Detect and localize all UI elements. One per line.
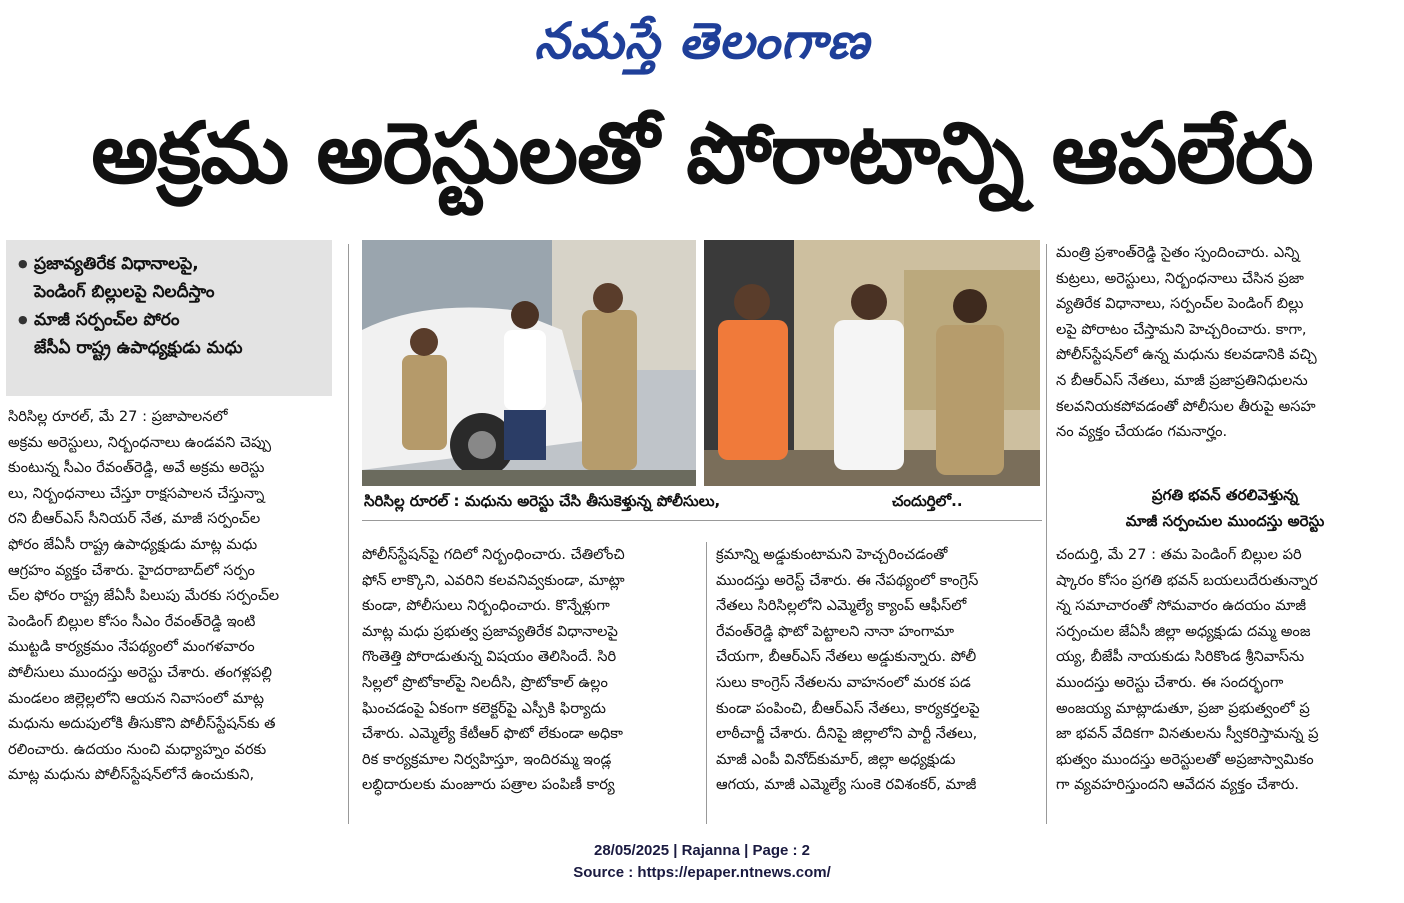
highlight-item-cont: జేసీఏ రాష్ట్ర ఉపాధ్యక్షుడు మధు [34,338,243,358]
article-line: చందుర్తి, మే 27 : తమ పెండింగ్ బిల్లుల పరి [1056,546,1302,563]
article-line: కలవనియకపోవడంతో పోలీసుల తీరుపై అసహ [1056,397,1316,415]
article-line: పోలీస్‌స్టేషన్‌పై గదిలో నిర్బంధించారు. చేతిలోంచి [362,546,625,563]
article-line: నేతలు సిరిసిల్లలోని ఎమ్మెల్యే క్యాంప్ ఆఫీస్‌లో [716,597,967,615]
article-line: అక్రమ అరెస్టులు, నిర్బంధనాలు ఉండవని చెప్పు [8,433,272,451]
article-line: పోలీసులు ముందస్తు అరెస్టు చేశారు. తంగళ్లపల్లి [8,663,272,681]
article-line: పెండింగ్ బిల్లుల కోసం సీఎం రేవంత్‌రెడ్డి ఇంటి [8,612,256,630]
article-line: వ్యతిరేక విధానాలు, సర్పంచ్‌ల పెండింగ్ బిల్లు [1056,295,1304,313]
subheading-line: మాజీ సర్పంచుల ముందస్తు అరెస్టు [1125,512,1325,530]
article-line: న బీఆర్ఎస్ నేతలు, మాజీ ప్రజాప్రతినిధులను [1056,371,1308,389]
article-line: భుత్వం ముందస్తు అరెస్టులతో అప్రజాస్వామికం [1056,750,1314,768]
article-line: నం వ్యక్తం చేయడం గమనార్హం. [1056,423,1228,441]
article-line: కుట్రలు, అరెస్టులు, నిర్బంధనాలు చేసిన ప్రజా [1056,269,1304,287]
caption-chandurthi: చందుర్తిలో.. [892,492,963,510]
article-column-4-secondary [1056,542,1400,798]
column-divider [1046,244,1047,824]
article-line: కుండా పంపించి, బీఆర్ఎస్ నేతలు, కార్యకర్తలపై [716,699,980,717]
photo-arrest [362,240,696,486]
subheading-line: ప్రగతి భవన్ తరలివెళ్తున్న [1151,486,1299,504]
footer-date-line: 28/05/2025 | Rajanna | Page : 2 [593,842,810,859]
column-divider [706,542,707,824]
article-line: సిల్లలో ప్రొటోకాల్‌పై నిలదీసి, ప్రొటోకాల్ ఉల్లం [362,673,608,691]
article-line: జా భవన్ వేదికగా వినతులను స్వీకరిస్తామన్న ప్ర [1056,725,1319,743]
article-line: అంజయ్య మాట్లాడుతూ, ప్రజా ప్రభుత్వంలో ప్ర [1056,699,1310,717]
article-line: పోలీస్‌స్టేషన్‌లో ఉన్న మధును కలవడానికి వచ్చి [1056,346,1317,364]
highlight-item-cont: పెండింగ్ బిల్లులపై నిలదీస్తాం [34,282,215,302]
article-line: ఆగ్రహం వ్యక్తం చేశారు. హైదరాబాద్‌లో సర్పం [8,561,255,579]
article-line: రలించారు. ఉదయం నుంచి మధ్యాహ్నం వరకు [8,740,267,758]
article-line: ఘించడంపై ఏకంగా కలెక్టర్‌పై ఎస్పీకి ఫిర్యాదు [362,699,606,717]
article-line: రేవంత్‌రెడ్డి ఫొటో పెట్టాలని నానా హంగామా [716,622,955,640]
headline: అక్రమ అరెస్టులతో పోరాటాన్ని ఆపలేరు [91,104,1313,202]
article-line: రని బీఆర్ఎస్ సీనియర్ నేత, మాజీ సర్పంచ్‌ల [8,510,261,528]
footer-source-line: Source : https://epaper.ntnews.com/ [573,864,831,881]
highlight-item: ● మాజీ సర్పంచ్‌ల పోరం [18,306,322,334]
article-line: గొంతెత్తి పోరాడుతున్న విషయం తెలిసిందే. సిరి [362,648,617,666]
article-line: చేయగా, బీఆర్ఎస్ నేతలు అడ్డుకున్నారు. పోలీ [716,648,977,666]
article-line: ఫోన్ లాక్కొని, ఎవరిని కలవనివ్వకుండా, మాట్లా [362,571,625,589]
masthead-logo: నమస్తే తెలంగాణ [534,11,870,70]
article-line: మంత్రి ప్రశాంత్‌రెడ్డి సైతం స్పందించారు. ఎన్ని [1056,244,1300,261]
article-line: చ్‌ల ఫోరం రాష్ట్ర జేఏసీ పిలుపు మేరకు సర్పంచ్‌ల [8,587,280,605]
subheading [1050,482,1400,534]
article-line: య్య, బీజేపీ నాయకుడు సిరికొండ శ్రీనివాస్‌ను [1056,648,1305,666]
article-line: క్రమాన్ని అడ్డుకుంటామని హెచ్చరించడంతో [716,546,948,563]
article-line: మాజీ ఎంపీ వినోద్‌కుమార్, జిల్లా అధ్యక్షుడు [716,750,956,768]
article-line: మాట్ల మధు ప్రభుత్వ ప్రజావ్యతిరేక విధానాలపై [362,622,618,640]
article-line: లు, నిర్బంధనాలు చేస్తూ రాక్షసపాలన చేస్తున్నా [8,484,265,502]
article-line: రిక కార్యక్రమాల నిర్వహిస్తూ, ఇందిరమ్మ ఇండ్ల [362,750,612,768]
article-line: లబ్ధిదారులకు మంజూరు పత్రాల పంపిణీ కార్య [362,776,615,794]
article-line: ముట్టడి కార్యక్రమం నేపథ్యంలో మంగళవారం [8,638,255,656]
article-line: ముందస్తు అరెస్ట్ చేశారు. ఈ నేపథ్యంలో కాంగ్రెస్ [716,571,979,589]
article-line: కుండా, పోలీసులు నిర్బంధించారు. కొన్నేళ్లుగా [362,597,610,615]
article-column-4 [1056,240,1400,445]
article-line: ఫోరం జేఏసీ రాష్ట్ర ఉపాధ్యక్షుడు మాట్ల మధు [8,535,258,553]
article-column-1 [8,404,338,788]
article-line: ముందస్తు అరెస్టు చేశారు. ఈ సందర్భంగా [1056,673,1284,691]
article-line: కుంటున్న సీఎం రేవంత్‌రెడ్డి, అవే అక్రమ అరెస్టు [8,459,265,477]
article-line: సులు కాంగ్రెస్ నేతలను వాహనంలో మరక పడ [716,673,971,691]
article-line: చేశారు. ఎమ్మెల్యే కేటీఆర్ ఫొటో లేకుండా అధికా [362,725,623,743]
article-line: గా వ్యవహరిస్తుందని ఆవేదన వ్యక్తం చేశారు. [1056,776,1300,794]
article-column-3 [716,542,1042,798]
caption-arrest: సిరిసిల్ల రూరల్ : మధును అరెస్టు చేసి తీసుకెళ్తున్న పోలీసులు, [364,492,721,510]
highlights-box [6,240,332,396]
article-line: న్న సమాచారంతో సోమవారం ఉదయం మాజీ [1056,597,1306,615]
article-line: లాఠీచార్జీ చేశారు. దీనిపై జిల్లాలోని పార్టీ నేతలు, [716,725,978,743]
article-line: మధును అదుపులోకి తీసుకొని పోలీస్‌స్టేషన్‌కు త [8,715,276,733]
column-divider [348,244,349,824]
photo-group [704,240,1040,486]
article-line: సిరిసిల్ల రూరల్, మే 27 : ప్రజాపాలనలో [8,408,228,425]
caption-rule [362,520,1042,521]
article-line: మాట్ల మధును పోలీస్‌స్టేషన్‌లోనే ఉంచుకుని, [8,766,255,784]
article-line: లపై పోరాటం చేస్తామని హెచ్చరించారు. కాగా, [1056,320,1307,338]
highlight-item: ● ప్రజావ్యతిరేక విధానాలపై, [18,250,322,278]
article-line: ఆగయ, మాజీ ఎమ్మెల్యే సుంకె రవిశంకర్, మాజీ [716,776,977,794]
article-line: సర్పంచుల జేఏసీ జిల్లా అధ్యక్షుడు దమ్మ అంజ [1056,622,1311,640]
article-line: మండలం జిల్లెల్లలోని ఆయన నివాసంలో మాట్ల [8,689,264,707]
article-line: ష్కారం కోసం ప్రగతి భవన్ బయలుదేరుతున్నార [1056,571,1318,589]
article-column-2 [362,542,698,798]
